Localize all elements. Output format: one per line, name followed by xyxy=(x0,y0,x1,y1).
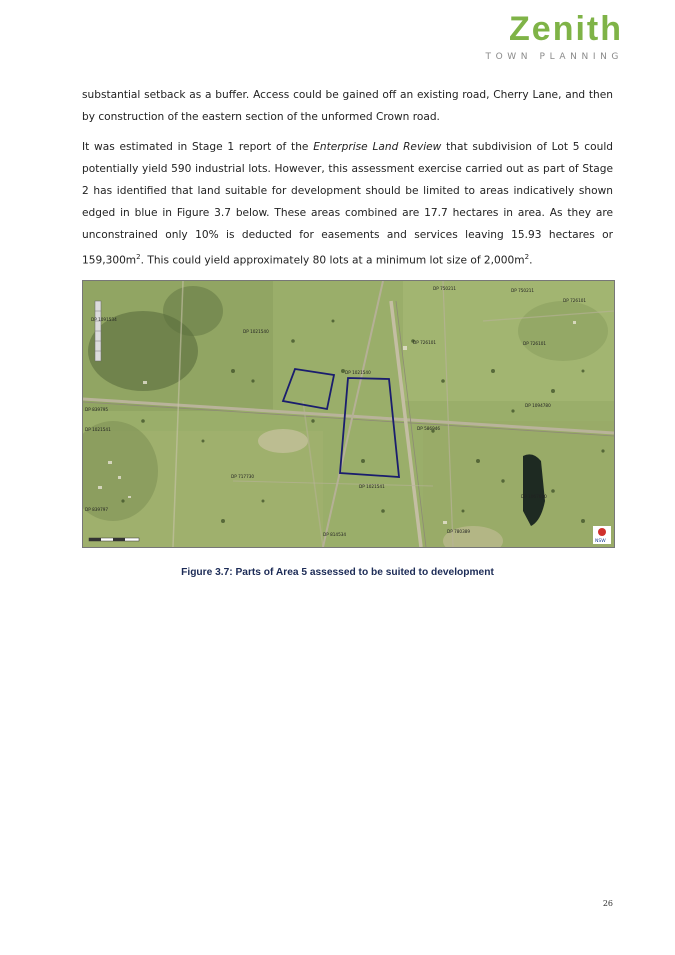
page-number: 26 xyxy=(602,899,613,908)
nsw-logo xyxy=(593,526,611,544)
para2-text-start: It was estimated in Stage 1 report of the xyxy=(82,141,314,153)
superscript: 2 xyxy=(136,253,141,261)
aerial-map xyxy=(83,281,614,547)
map-label: DP 1021541 xyxy=(85,427,111,432)
map-label: DP 717730 xyxy=(231,474,255,479)
zenith-logo xyxy=(485,12,623,62)
map-label: DP 1021540 xyxy=(345,370,371,375)
map-label: DP 726101 xyxy=(563,298,587,303)
map-label: DP 839797 xyxy=(85,507,109,512)
logo-tagline: TOWN PLANNING xyxy=(485,52,623,62)
map-label: DP 814534 xyxy=(323,532,347,537)
figure-caption: Figure 3.7: Parts of Area 5 assessed to be suited to development xyxy=(181,567,494,578)
para2-text-end: . xyxy=(529,254,533,267)
logo-wordmark: Zenith xyxy=(509,10,623,48)
map-label: DP 1021541 xyxy=(359,484,385,489)
para2-text-middle: that subdivision of Lot 5 could potentially yield 590 industrial lots. However, this assessment exercise carried out as part of Stage 2 has identified that land suitable for development should be limited to areas indicatively shown edged in blue in Figure 3.7 below. These areas combined are 17.7 hectares in area. As they are unconstrained only 10% is deducted for easements and services leaving 15.93 hectares or 159,300m xyxy=(82,141,613,267)
map-label: DP 839795 xyxy=(85,407,109,412)
para2-text-middle2: . This could yield approximately 80 lots at a minimum lot size of 2,000m xyxy=(140,254,525,267)
map-label: DP 1021540 xyxy=(243,329,269,334)
scale-bar xyxy=(89,538,139,541)
map-label: DP 1067660 xyxy=(521,494,547,499)
svg-text:NSW: NSW xyxy=(595,539,606,544)
map-label: DP 726101 xyxy=(413,340,437,345)
map-label: DP 750211 xyxy=(433,286,457,291)
paragraph-2 xyxy=(82,136,613,272)
superscript: 2 xyxy=(524,253,530,261)
map-label: DP 780389 xyxy=(447,529,471,534)
map-label: DP 586946 xyxy=(417,426,441,431)
map-label: DP 1094780 xyxy=(525,403,551,408)
paragraph-1: substantial setback as a buffer. Access could be gained off an existing road, Cherry Lane, and then by construction of the eastern section of the unformed Crown road. xyxy=(82,89,613,123)
map-label: DP 750211 xyxy=(511,288,535,293)
body-text xyxy=(82,84,613,280)
aerial-map-figure xyxy=(82,280,615,548)
map-label: DP 726101 xyxy=(523,341,547,346)
report-title-emphasis: Enterprise Land Review xyxy=(313,141,442,153)
map-label: DP 1091534 xyxy=(91,317,117,322)
